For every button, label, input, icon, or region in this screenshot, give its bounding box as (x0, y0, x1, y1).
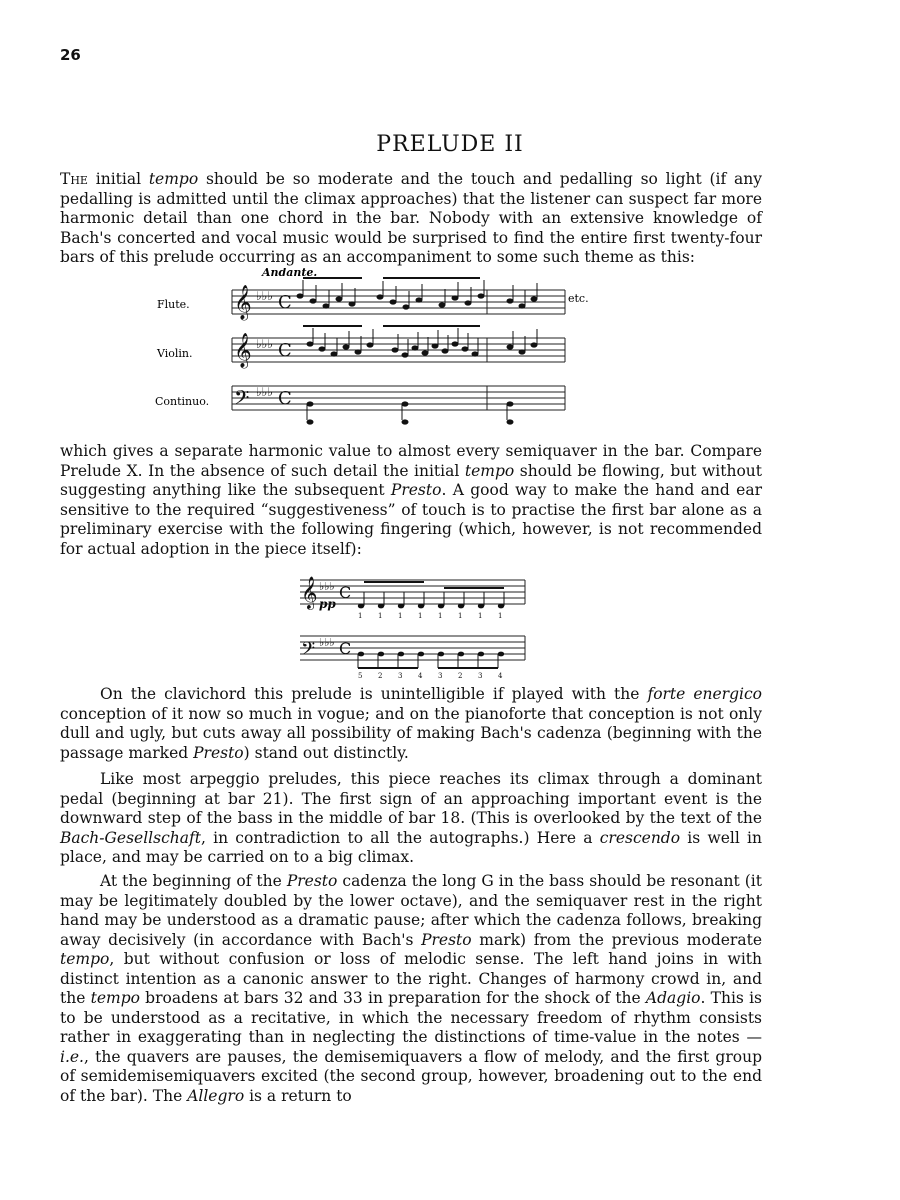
treble-clef: 𝄞 (301, 576, 318, 609)
paragraph-arpeggio: Like most arpeggio preludes, this piece reaches its climax through a dominant pedal (beginning at bar 21). The first sign of an approaching important event is the downward step of the bass in the middle of bar 18. (This is overlooked by the text of the Bach-Gesellschaft, in contradiction to all the autographs.) Here a crescendo is well in place, and may be carried on to a big climax. (60, 770, 762, 866)
key-signature: ♭♭♭ (319, 580, 335, 593)
fingering-number: 3 (438, 672, 443, 680)
fingering-number: 1 (498, 612, 503, 620)
note-head (392, 347, 399, 352)
note-head (432, 343, 439, 348)
note-head (297, 293, 304, 298)
fingering-number: 1 (458, 612, 463, 620)
note-head (402, 401, 409, 406)
note-head (519, 303, 526, 308)
note-head (472, 351, 479, 356)
note-head (458, 604, 464, 609)
note-head (422, 350, 429, 355)
fingering-number: 3 (478, 672, 483, 680)
fingering-number: 3 (398, 672, 403, 680)
paragraph-intro: The initial tempo should be so moderate and the touch and pedalling so light (if any pedalling is admitted until the climax approaches) that the listener can suspect far more harmonic detail than one chord in the bar. Nobody with an extensive knowledge of Bach's concerted and vocal music would be surprised to find the entire first twenty-four bars of this prelude occurring as an accompaniment to some such theme as this: (60, 170, 763, 266)
bass-clef: 𝄢 (301, 639, 316, 664)
fingering-number: 1 (478, 612, 483, 620)
instrument-violin: Violin. (157, 347, 193, 360)
note-head (507, 401, 514, 406)
note-head (418, 604, 424, 609)
note-head (358, 652, 364, 657)
note-head (377, 294, 384, 299)
dynamic-pp: pp (319, 597, 336, 611)
note-head (507, 344, 514, 349)
tempo-marking: Andante. (262, 268, 318, 279)
fingering-number: 1 (398, 612, 403, 620)
note-head (418, 652, 424, 657)
note-head (416, 297, 423, 302)
note-head (531, 342, 538, 347)
time-signature: C (278, 388, 292, 409)
note-head (498, 652, 504, 657)
note-head (462, 346, 469, 351)
note-head (439, 302, 446, 307)
note-head (349, 301, 356, 306)
note-head (442, 348, 449, 353)
fingering-number: 1 (438, 612, 443, 620)
fingering-number: 5 (358, 672, 363, 680)
key-signature: ♭♭♭ (319, 636, 335, 649)
fingering-number: 4 (498, 672, 503, 680)
note-head (465, 300, 472, 305)
note-head (398, 604, 404, 609)
note-head (310, 298, 317, 303)
paragraph-clavichord: On the clavichord this prelude is unintelligible if played with the forte energico conception of it now so much in vogue; and on the pianoforte that conception is not only dull and ugly, but cuts away all possibility of making Bach's cadenza (beginning with the passage marked Presto) stand out distinctly. (60, 685, 762, 762)
note-head (358, 604, 364, 609)
note-head (402, 419, 409, 424)
lead-word: The (60, 170, 88, 188)
note-head (323, 303, 330, 308)
fingering-number: 4 (418, 672, 423, 680)
note-head (531, 296, 538, 301)
note-head (378, 604, 384, 609)
key-signature: ♭♭♭ (256, 289, 273, 303)
note-head (307, 401, 314, 406)
note-head (390, 299, 397, 304)
time-signature: C (339, 639, 352, 658)
note-head (403, 304, 410, 309)
key-signature: ♭♭♭ (256, 337, 273, 351)
music-example-fingering (295, 570, 535, 680)
instrument-flute: Flute. (157, 298, 190, 311)
note-head (307, 419, 314, 424)
page-title: PRELUDE II (376, 132, 524, 157)
bass-clef: 𝄢 (234, 386, 250, 414)
note-head (507, 419, 514, 424)
note-head (402, 352, 409, 357)
note-head (367, 342, 374, 347)
note-head (452, 295, 459, 300)
note-head (498, 604, 504, 609)
note-head (378, 652, 384, 657)
instrument-continuo: Continuo. (155, 395, 210, 408)
note-head (438, 604, 444, 609)
note-head (438, 652, 444, 657)
etc-label: etc. (568, 292, 589, 305)
note-head (343, 344, 350, 349)
time-signature: C (278, 292, 292, 313)
note-head (355, 349, 362, 354)
note-head (307, 341, 314, 346)
note-head (398, 652, 404, 657)
note-head (519, 349, 526, 354)
fingering-number: 2 (458, 672, 463, 680)
note-head (412, 345, 419, 350)
key-signature: ♭♭♭ (256, 385, 273, 399)
note-head (319, 346, 326, 351)
note-head (478, 652, 484, 657)
fingering-number: 1 (378, 612, 383, 620)
paragraph-cadenza: At the beginning of the Presto cadenza the long G in the bass should be resonant (it may be legitimately doubled by the lower octave), and the semiquaver rest in the right hand may be understood as a dramatic pause; after which the cadenza follows, breaking away decisively (in accordance with Bach's Presto mark) from the previous moderate tempo, but without confusion or loss of melodic sense. The left hand joins in with distinct intention as a canonic answer to the right. Changes of harmony crowd in, and the tempo broadens at bars 32 and 33 in preparation for the shock of the Adagio. This is to be understood as a recitative, in which the necessary freedom of rhythm consists rather in exaggerating than in neglecting the distinctions of time-value in the notes — i.e., the quavers are pauses, the demisemiquavers a flow of melody, and the first group of semidemisemiquavers excited (the second group, however, broadening out to the end of the bar). The Allegro is a return to (60, 872, 763, 1105)
paragraph-harmonic: which gives a separate harmonic value to almost every semiquaver in the bar. Compare Prelude X. In the absence of such detail the initial tempo should be flowing, but without suggesting anything like the subsequent Presto. A good way to make the hand and ear sensitive to the required “suggestiveness” of touch is to practise the first bar alone as a preliminary exercise with the following fingering (which, however, is not recommended for actual adoption in the piece itself): (60, 442, 762, 558)
note-head (458, 652, 464, 657)
page-number: 26 (60, 46, 81, 64)
treble-clef: 𝄞 (234, 285, 252, 320)
treble-clef: 𝄞 (234, 333, 252, 368)
note-head (336, 296, 343, 301)
music-example-trio (150, 268, 600, 438)
note-head (478, 293, 485, 298)
time-signature: C (339, 583, 352, 602)
note-head (478, 604, 484, 609)
note-head (452, 341, 459, 346)
note-head (331, 351, 338, 356)
fingering-number: 1 (358, 612, 363, 620)
time-signature: C (278, 340, 292, 361)
note-head (507, 298, 514, 303)
fingering-number: 2 (378, 672, 383, 680)
fingering-number: 1 (418, 612, 423, 620)
